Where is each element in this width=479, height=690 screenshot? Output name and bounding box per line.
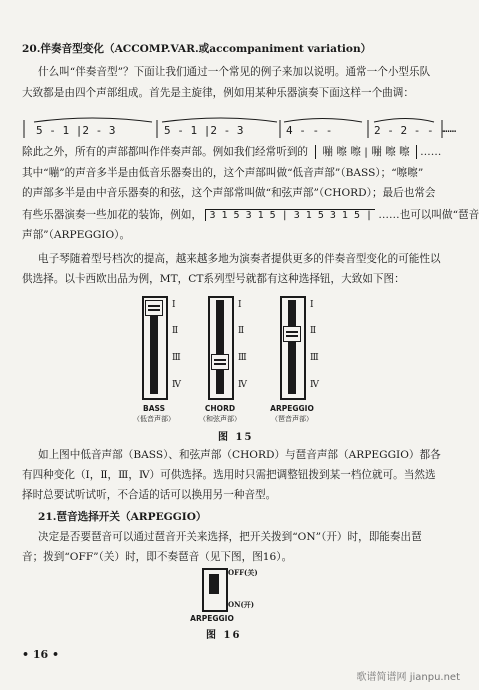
level-mark: Ⅱ (238, 326, 245, 336)
arp-group: 3 1 5 3 1 5 (209, 210, 276, 221)
level-mark: Ⅲ (310, 353, 319, 363)
section-20-heading: 20.伴奏音型变化（ACCOMP.VAR.或accompaniment variation） (22, 43, 372, 55)
paragraph-line: 的声部多半是由中音乐器奏的和弦，这个声部常叫做“和弦声部”（CHORD）；最后也常会 (22, 187, 436, 199)
paragraph-line: 其中“嘣”的声音多半是由低音乐器奏出的，这个声部叫做“低音声部”（BASS）；“嚓嚓” (22, 167, 424, 179)
level-mark: Ⅲ (238, 353, 247, 363)
melody-continuation: …… (443, 122, 457, 135)
paragraph-line: 音；拨到“OFF”（关）时，即不奏琶音（见下图，图16）。 (22, 551, 293, 563)
paragraph-text: ……也可以叫做“琶音 (378, 209, 479, 221)
paragraph-line: 择时总要试听试听，不合适的话可以换用另一种音型。 (22, 489, 277, 501)
chord-slider-thumb[interactable] (211, 354, 229, 370)
bass-label: BASS (143, 404, 165, 413)
section-21-heading: 21.琶音选择开关（ARPEGGIO） (38, 511, 207, 523)
watermark: 歌谱简谱网 jianpu.net (356, 672, 460, 683)
level-mark: Ⅱ (310, 326, 317, 336)
paragraph-line: 大致都是由四个声部组成。首先是主旋律，例如用某种乐器演奏下面这样一个曲调： (22, 87, 414, 99)
figure-16-caption: 图 16 (206, 630, 242, 641)
level-mark: Ⅰ (238, 300, 242, 310)
paragraph-line: 声部”（ARPEGGIO）。 (22, 229, 131, 241)
arpeggio-notes: 3 1 5 3 1 5 | 3 1 5 3 1 5 | (205, 209, 375, 221)
chord-label: CHORD (204, 404, 236, 413)
paragraph-text: 有些乐器演奏一些加花的装饰，例如， (22, 209, 203, 221)
page-number: • 16 • (22, 648, 60, 661)
paragraph-line: 除此之外，所有的声部都叫作伴奏声部。例如我们经常听到的 嘣 嚓 嚓 | 嘣 嚓 嚓 …… (22, 146, 442, 158)
level-mark: Ⅰ (310, 300, 314, 310)
arpeggio-switch-knob[interactable] (209, 574, 219, 594)
chord-sublabel: （和弦声部） (199, 415, 241, 423)
paragraph-text: 除此之外，所有的声部都叫作伴奏声部。例如我们经常听到的 (22, 146, 309, 158)
arpeggio-slider-thumb[interactable] (283, 326, 301, 342)
switch-off-label: OFF(关) (228, 568, 258, 577)
bass-slider-thumb[interactable] (145, 300, 163, 316)
melody-group: 4 - - - (286, 124, 333, 137)
level-mark: Ⅲ (172, 353, 181, 363)
switch-label: ARPEGGIO (190, 614, 234, 623)
level-mark: Ⅳ (172, 380, 181, 390)
paragraph-line: 供选择。以卡西欧出品为例，MT，CT系列型号就都有这种选择钮，大致如下图： (22, 273, 405, 285)
switch-on-label: ON(开) (228, 600, 255, 609)
drum-beat: 嘣 嚓 嚓 (322, 146, 361, 158)
chord-slider-track (216, 300, 224, 394)
level-mark: Ⅱ (172, 326, 179, 336)
drum-pattern: 嘣 嚓 嚓 | 嘣 嚓 嚓 (315, 145, 416, 159)
melody-group: 5 - 1 |2 - 3 (36, 124, 116, 137)
paragraph-line: 决定是否要琶音可以通过琶音开关来选择，把开关拨到“ON”（开）时，即能奏出琶 (38, 531, 422, 543)
arp-group: 3 1 5 3 1 5 (293, 210, 360, 221)
arpeggio-label: ARPEGGIO (270, 404, 314, 413)
paragraph-line (22, 208, 479, 223)
paragraph-line: 什么叫“伴奏音型”？下面让我们通过一个常见的例子来加以说明。通常一个小型乐队 (38, 66, 431, 78)
paragraph-line: 有四种变化（Ⅰ，Ⅱ，Ⅲ，Ⅳ）可供选择。选用时只需把调整钮拨到某一档位就可。当然选 (22, 469, 436, 481)
bass-sublabel: （低音声部） (133, 415, 175, 423)
paragraph-line: 如上图中低音声部（BASS）、和弦声部（CHORD）与琶音声部（ARPEGGIO）都各 (38, 449, 441, 461)
drum-beat: 嘣 嚓 嚓 (371, 146, 410, 158)
level-mark: Ⅰ (172, 300, 176, 310)
figure-15-caption: 图 15 (218, 432, 254, 443)
arpeggio-sublabel: （琶音声部） (271, 415, 313, 423)
arpeggio-slider-track (288, 300, 296, 394)
melody-notation (22, 112, 457, 140)
melody-group: 5 - 1 |2 - 3 (164, 124, 244, 137)
melody-group: 2 - 2 - - - (374, 124, 447, 137)
paragraph-line: 电子琴随着型号档次的提高，越来越多地为演奏者提供更多的伴奏音型变化的可能性以 (38, 253, 441, 265)
level-mark: Ⅳ (238, 380, 247, 390)
level-mark: Ⅳ (310, 380, 319, 390)
